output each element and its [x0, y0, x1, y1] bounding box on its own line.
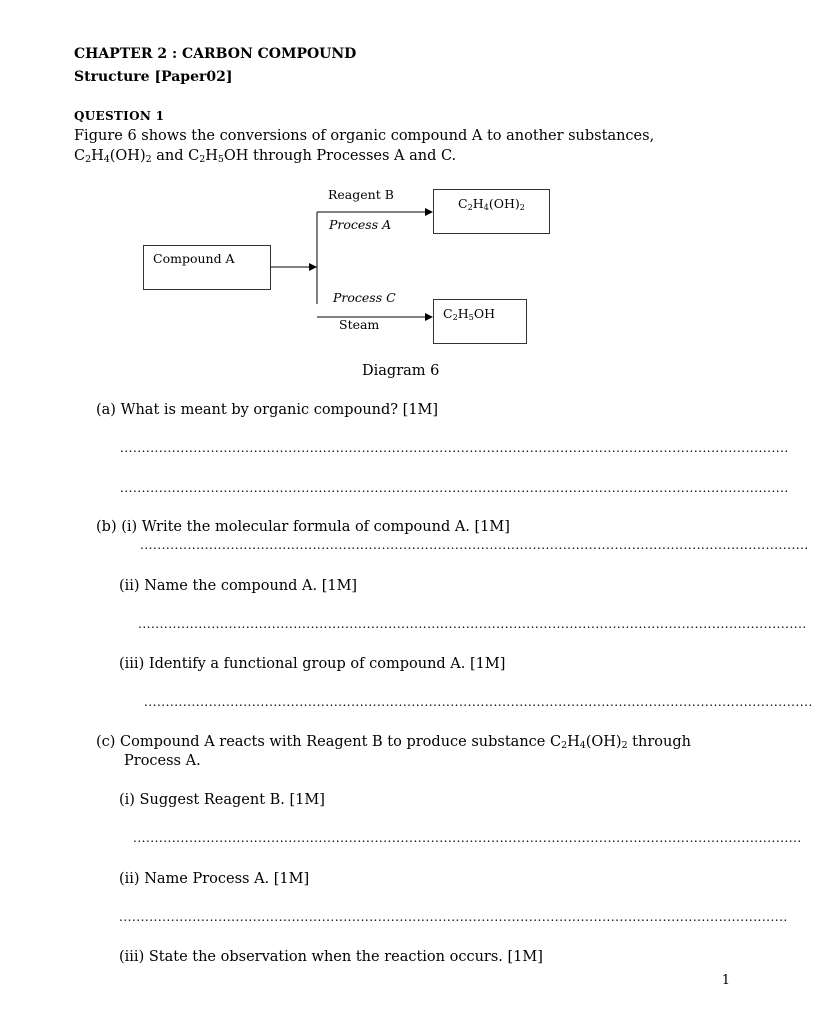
- part-c-question-line2: Process A.: [124, 753, 201, 769]
- process-a-label: Process A: [329, 217, 392, 232]
- answer-line-c-i[interactable]: ...........................................................................................................................................................: [133, 831, 802, 845]
- answer-line-b-iii[interactable]: ...........................................................................................................................................................: [144, 695, 813, 709]
- chapter-title: CHAPTER 2 : CARBON COMPOUND: [74, 46, 357, 62]
- product1-formula: $C_2H_4(OH)_2$: [458, 196, 525, 212]
- part-c-i-question: (i) Suggest Reagent B. [1M]: [119, 792, 325, 808]
- steam-label: Steam: [339, 317, 380, 332]
- answer-line-a2[interactable]: ...........................................................................................................................................................: [120, 481, 789, 495]
- part-c-question-line1: (c) Compound A reacts with Reagent B to produce substance $C_2H_4(OH)_2$ through: [96, 734, 691, 751]
- question-intro-line2: $C_2H_4(OH)_2$ and $C_2H_5OH$ through Processes A and C.: [74, 148, 457, 165]
- part-b-iii-question: (iii) Identify a functional group of compound A. [1M]: [119, 656, 506, 672]
- answer-line-b-i[interactable]: ...........................................................................................................................................................: [140, 538, 809, 552]
- part-c-iii-question: (iii) State the observation when the reaction occurs. [1M]: [119, 949, 543, 965]
- process-c-label: Process C: [333, 290, 396, 305]
- product2-formula: $C_2H_5OH$: [443, 306, 495, 322]
- paper-subtitle: Structure [Paper02]: [74, 69, 233, 85]
- reagent-b-label: Reagent B: [328, 187, 394, 202]
- part-b-i-question: (b) (i) Write the molecular formula of compound A. [1M]: [96, 519, 510, 535]
- answer-line-b-ii[interactable]: ...........................................................................................................................................................: [138, 617, 807, 631]
- compound-a-label: Compound A: [153, 251, 235, 266]
- question-title: QUESTION 1: [74, 109, 165, 123]
- part-a-question: (a) What is meant by organic compound? [1M]: [96, 402, 439, 418]
- answer-line-c-ii[interactable]: ...........................................................................................................................................................: [119, 910, 788, 924]
- page-number: 1: [721, 973, 730, 988]
- diagram-caption: Diagram 6: [362, 363, 440, 379]
- part-c-ii-question: (ii) Name Process A. [1M]: [119, 871, 310, 887]
- question-intro-line1: Figure 6 shows the conversions of organic compound A to another substances,: [74, 128, 655, 144]
- part-b-ii-question: (ii) Name the compound A. [1M]: [119, 578, 358, 594]
- answer-line-a1[interactable]: ...........................................................................................................................................................: [120, 441, 789, 455]
